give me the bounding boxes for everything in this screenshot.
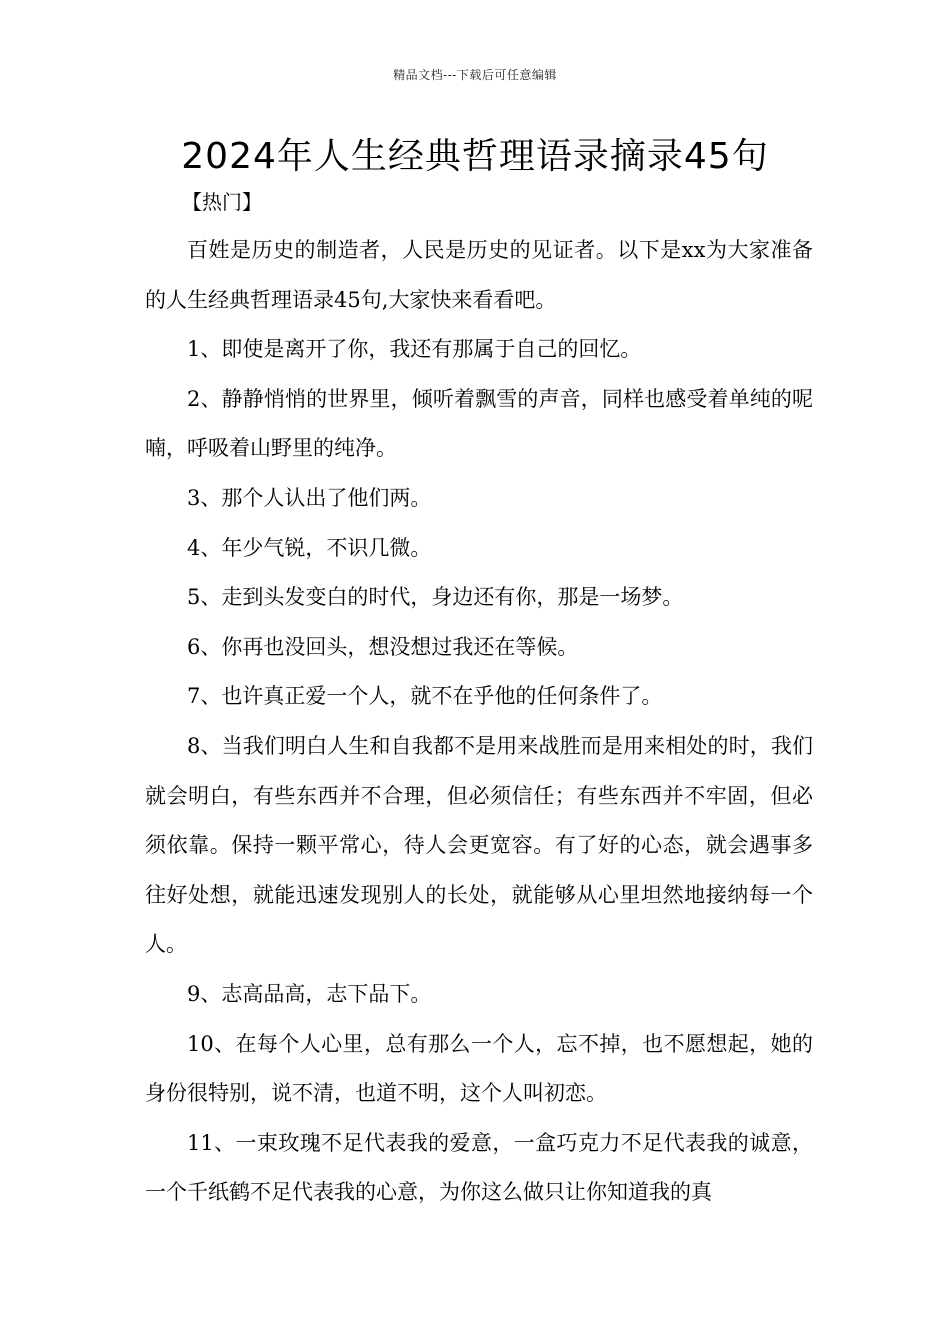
paragraph-3: 3、那个人认出了他们两。 [187, 485, 432, 510]
paragraph-11: 11、一束玫瑰不足代表我的爱意，一盒巧克力不足代表我的诚意，一个千纸鹤不足代表我的心意，为你这么做只让你知道我的真 [145, 1130, 813, 1205]
paragraph-7: 7、也许真正爱一个人，就不在乎他的任何条件了。 [187, 684, 663, 709]
hot-tag: 【热门】 [182, 190, 262, 214]
paragraph-intro: 百姓是历史的制造者，人民是历史的见证者。以下是xx为大家准备的人生经典哲理语录45句,大家快来看看吧。 [145, 238, 813, 312]
paragraph-2: 2、静静悄悄的世界里，倾听着飘雪的声音，同样也感受着单纯的呢喃，呼吸着山野里的纯净。 [145, 386, 813, 461]
paragraph-5: 5、走到头发变白的时代，身边还有你，那是一场梦。 [187, 585, 684, 610]
paragraph-4: 4、年少气锐，不识几微。 [187, 535, 432, 560]
paragraph-8: 8、当我们明白人生和自我都不是用来战胜而是用来相处的时，我们就会明白，有些东西并不合理，但必须信任；有些东西并不牢固，但必须依靠。保持一颗平常心，待人会更宽容。有了好的心态，就会遇事多往好处想，就能迅速发现别人的长处，就能够从心里坦然地接纳每一个人。 [145, 733, 813, 957]
paragraph-1: 1、即使是离开了你，我还有那属于自己的回忆。 [187, 337, 642, 362]
paragraph-10: 10、在每个人心里，总有那么一个人，忘不掉，也不愿想起，她的身份很特别，说不清，也道不明，这个人叫初恋。 [145, 1031, 813, 1106]
paragraph-9: 9、志高品高，志下品下。 [187, 981, 432, 1006]
paragraph-6: 6、你再也没回头，想没想过我还在等候。 [187, 634, 579, 659]
document-title: 2024年人生经典哲理语录摘录45句 [181, 136, 769, 177]
document-body [145, 226, 813, 1218]
page-header: 精品文档---下载后可任意编辑 [393, 68, 557, 82]
